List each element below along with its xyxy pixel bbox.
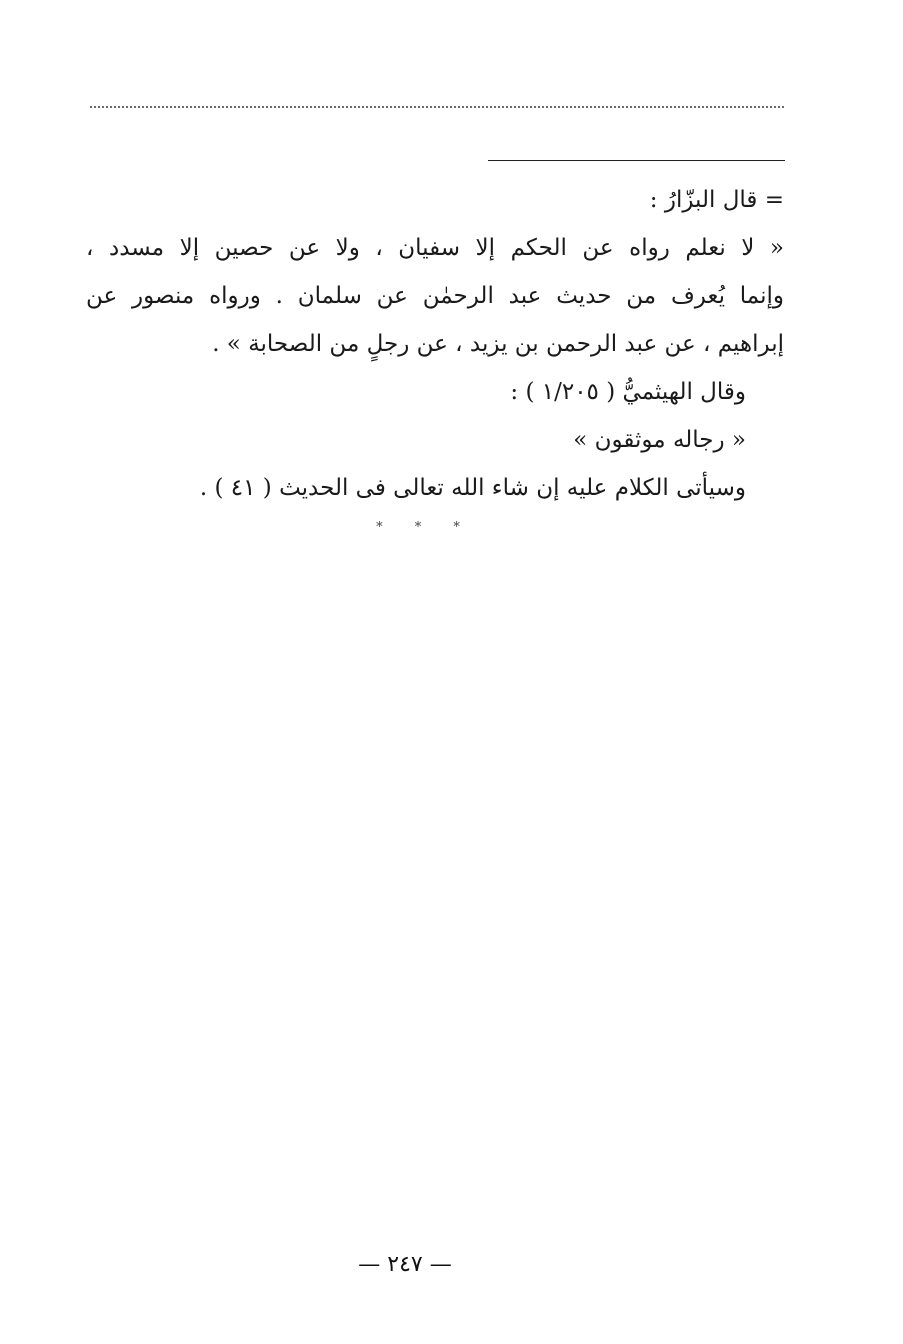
page-number: — ٢٤٧ — (358, 1252, 452, 1277)
footnote-separator (488, 160, 785, 161)
section-ornament: * * * (376, 520, 474, 535)
footnote-line-2: « لا نعلم رواه عن الحكم إلا سفيان ، ولا عن حصين إلا مسدد ، (86, 235, 784, 261)
footnote-line-5: وقال الهيثميُّ ( ١/٢٠٥ ) : (510, 379, 746, 405)
footnote-line-4: إبراهيم ، عن عبد الرحمن بن يزيد ، عن رجلٍ من الصحابة » . (212, 331, 784, 357)
footnote-line-3: وإنما يُعرف من حديث عبد الرحمٰن عن سلمان . ورواه منصور عن (86, 283, 784, 309)
footnote-text (86, 176, 784, 512)
footnote-line-6: « رجاله موثقون » (573, 427, 746, 453)
header-dotted-rule (90, 106, 784, 108)
footnote-line-7: وسيأتى الكلام عليه إن شاء الله تعالى فى الحديث ( ٤١ ) . (199, 475, 746, 501)
footnote-line-1: = قال البزّارُ : (649, 187, 784, 213)
